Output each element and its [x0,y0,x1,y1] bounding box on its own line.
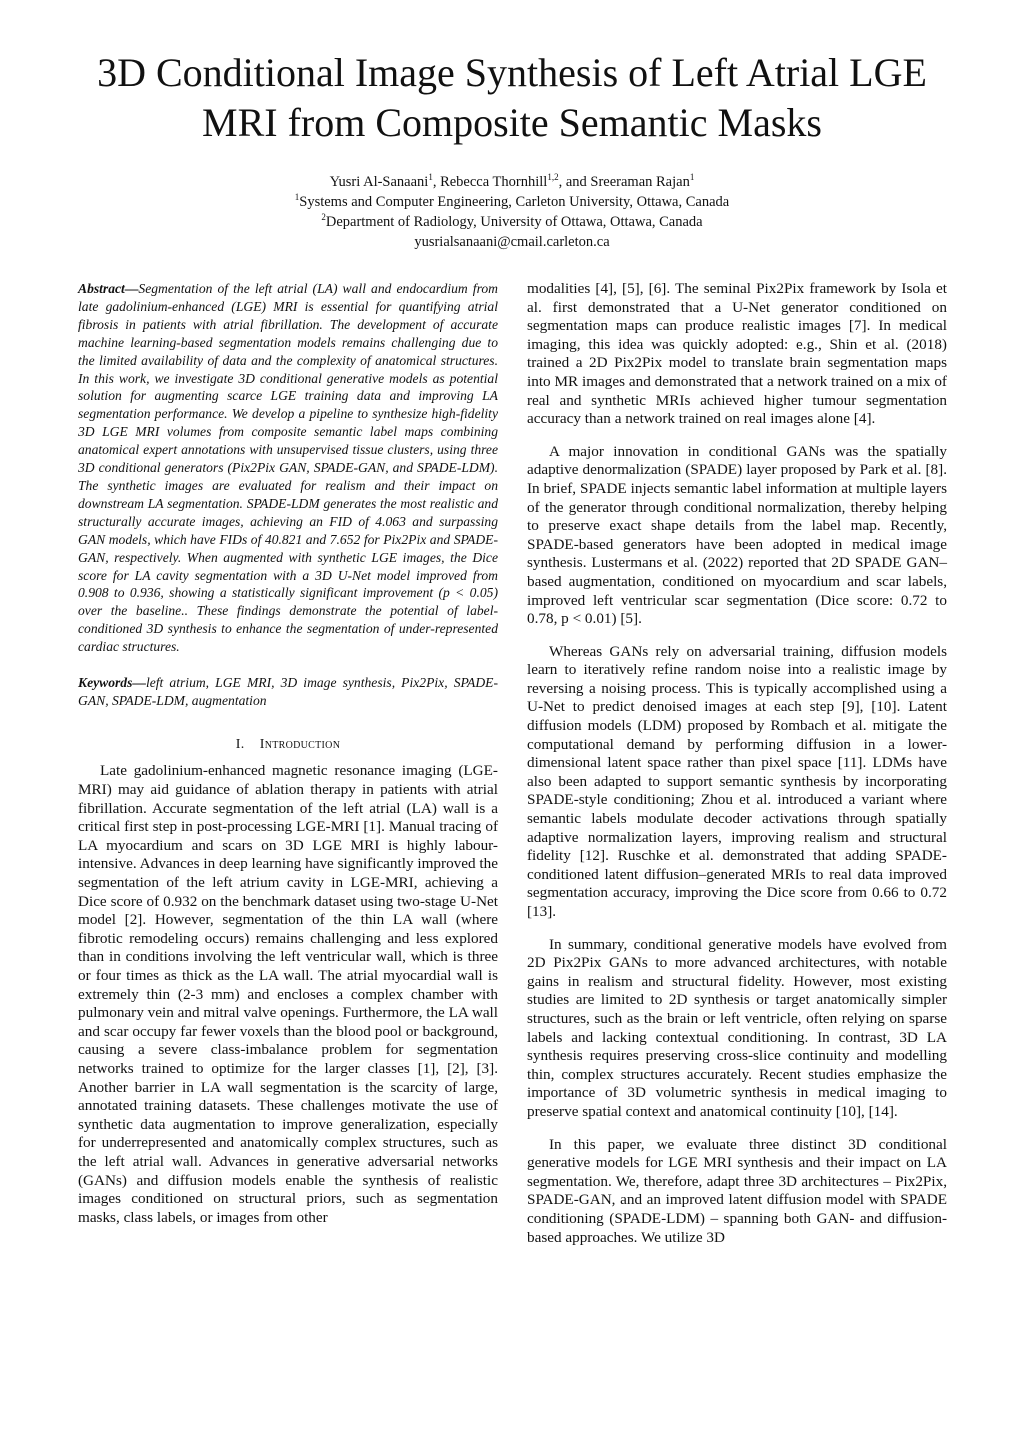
author-name: Rebecca Thornhill [440,174,548,190]
author-superscript: 1,2 [547,172,559,183]
body-paragraph: Late gadolinium-enhanced magnetic resonance imaging (LGE-MRI) may aid guidance of ablation therapy in patients with atrial fibrillation. Accurate segmentation of the left atrial (LA) wall is a critical first step in post-processing LGE-MRI [1]. Manual tracing of LA myocardium and scars on 3D LGE MRI is highly labour-intensive. Advances in deep learning have significantly improved the segmentation of the left atrium cavity in LGE-MRI, achieving a Dice score of 0.932 on the benchmark dataset using two-stage U-Net model [2]. However, segmentation of the thin LA wall (where fibrotic remodeling occurs) remains challenging and less explored than in conditions involving the left ventricular wall, which is three or four times as thick as the LA wall. The atrial myocardial wall is extremely thin (2-3 mm) and encloses a complex chamber with pulmonary vein and mitral valve openings. Furthermore, the LA wall and scar occupy far fewer voxels than the blood pool or background, causing a severe class-imbalance problem for segmentation networks trained to optimize for the larger classes [1], [2], [3]. Another barrier in LA wall segmentation is the scarcity of large, annotated training datasets. These challenges motivate the use of synthetic data augmentation to improve generalization, especially for underrepresented and anatomically complex structures, such as the left atrial wall. Advances in generative adversarial networks (GANs) and diffusion models enable the synthesis of realistic images conditioned on structural priors, such as segmentation masks, class labels, or images from other [78,762,498,1226]
abstract-label: Abstract— [78,281,139,296]
section-title: Introduction [259,736,341,752]
body-paragraph: Whereas GANs rely on adversarial training, diffusion models learn to iteratively refine random noise into a realistic image by reversing a noising process. This is typically accomplished using a U-Net to predict denoised images at each step [9], [10]. Latent diffusion models (LDM) proposed by Rombach et al. mitigate the computational demand by performing diffusion in a lower-dimensional latent space rather than pixel space [11]. LDMs have also been adapted to support semantic synthesis by incorporating SPADE-style conditioning; Zhou et al. introduced a variant where semantic labels modulate decoder activations through spatially adaptive normalization layers, improving realism and structural fidelity [12]. Ruschke et al. demonstrated that adding SPADE-conditioned latent diffusion–generated MRIs to real data improved segmentation accuracy, improving the Dice score from 0.66 to 0.72 [13]. [527,642,947,920]
author-name: Sreeraman Rajan [590,174,690,190]
keywords-text: left atrium, LGE MRI, 3D image synthesis, Pix2Pix, SPADE-GAN, SPADE-LDM, augmentation [78,675,498,708]
paper-title: 3D Conditional Image Synthesis of Left Atrial LGE MRI from Composite Semantic Masks [97,50,927,145]
section-heading [78,736,498,755]
body-paragraph: modalities [4], [5], [6]. The seminal Pix2Pix framework by Isola et al. first demonstrated that a U-Net generator conditioned on segmentation maps can produce realistic images [7]. In medical imaging, this idea was quickly adopted: e.g., Shin et al. (2018) trained a 2D Pix2Pix model to translate brain segmentation maps into MR images and demonstrated that a network trained on a mix of real and synthetic MRIs achieved higher tumour segmentation accuracy than a network trained on real images alone [4]. [527,280,947,428]
affiliation-line: $^2$Department of Radiology, University of Ottawa, Ottawa, Canada [321,212,703,230]
author-superscript: 1 [428,172,433,183]
left-column [78,280,498,1241]
body-paragraph: A major innovation in conditional GANs was the spatially adaptive denormalization (SPADE) layer proposed by Park et al. [8]. In brief, SPADE injects semantic label information at multiple layers of the generator through conditional normalization, thereby helping to preserve exact shape details from the label map. Recently, SPADE-based generators have been adopted in medical image synthesis. Lustermans et al. (2022) reported that 2D SPADE GAN–based augmentation, conditioned on myocardium and scar labels, improved left ventricular scar segmentation (Dice score: 0.72 to 0.78, p < 0.01) [5]. [527,442,947,628]
abstract-text: Segmentation of the left atrial (LA) wall and endocardium from late gadolinium-enhanced (LGE) MRI is essential for quantifying atrial fibrosis in patients with atrial fibrillation. The development of accurate machine learning-based segmentation models remains challenging due to the limited availability of data and the complexity of anatomical structures. In this work, we investigate 3D conditional generative models as potential solution for augmenting scarce LGE training data and improving LA segmentation performance. We develop a pipeline to synthesize high-fidelity 3D LGE MRI volumes from composite semantic label maps combining anatomical expert annotations with unsupervised tissue clusters, using three 3D conditional generators (Pix2Pix GAN, SPADE-GAN, and SPADE-LDM). The synthetic images are evaluated for realism and their impact on downstream LA segmentation. SPADE-LDM generates the most realistic and structurally accurate images, achieving an FID of 4.063 and surpassing GAN models, which have FIDs of 40.821 and 7.652 for Pix2Pix and SPADE-GAN, respectively. When augmented with synthetic LGE images, the Dice score for LA cavity segmentation with a 3D U-Net model improved from 0.908 to 0.936, showing a statistically significant improvement (p < 0.05) over the baseline.. These findings demonstrate the potential of label-conditioned 3D synthesis to enhance the segmentation of under-represented cardiac structures. [78,281,498,655]
right-column [527,280,947,1261]
abstract [78,280,498,656]
author-email: yusrialsanaani@cmail.carleton.ca [414,234,610,250]
section-number: I. [235,736,245,752]
keywords [78,674,498,710]
author-superscript: 1 [689,172,695,183]
affiliation-line: $^1$Systems and Computer Engineering, Carleton University, Ottawa, Canada [294,192,730,210]
body-paragraph: In this paper, we evaluate three distinct 3D conditional generative models for LGE MRI synthesis and their impact on LA segmentation. We, therefore, adapt three 3D architectures – Pix2Pix, SPADE-GAN, and an improved latent diffusion model with SPADE conditioning (SPADE-LDM) – spanning both GAN- and diffusion-based approaches. We utilize 3D [527,1135,947,1246]
author-name: Yusri Al-Sanaani [329,174,429,190]
body-paragraph: In summary, conditional generative models have evolved from 2D Pix2Pix GANs to more advanced architectures, with notable gains in realism and structural fidelity. However, most existing studies are limited to 2D synthesis or target anatomically simpler structures, such as the brain or left ventricle, often relying on sparse labels and lacking contextual conditioning. In contrast, 3D LA synthesis requires preserving cross-slice continuity and modelling thin, complex structures accurately. Recent studies emphasize the importance of 3D volumetric synthesis in medical imaging to preserve spatial context and anatomical continuity [10], [14]. [527,935,947,1120]
author-line: Yusri Al-Sanaani$^1$, Rebecca Thornhill$^{1,2}$, and Sreeraman Rajan$^1$ [329,172,695,190]
keywords-label: Keywords— [78,675,146,691]
author-block [100,172,924,252]
